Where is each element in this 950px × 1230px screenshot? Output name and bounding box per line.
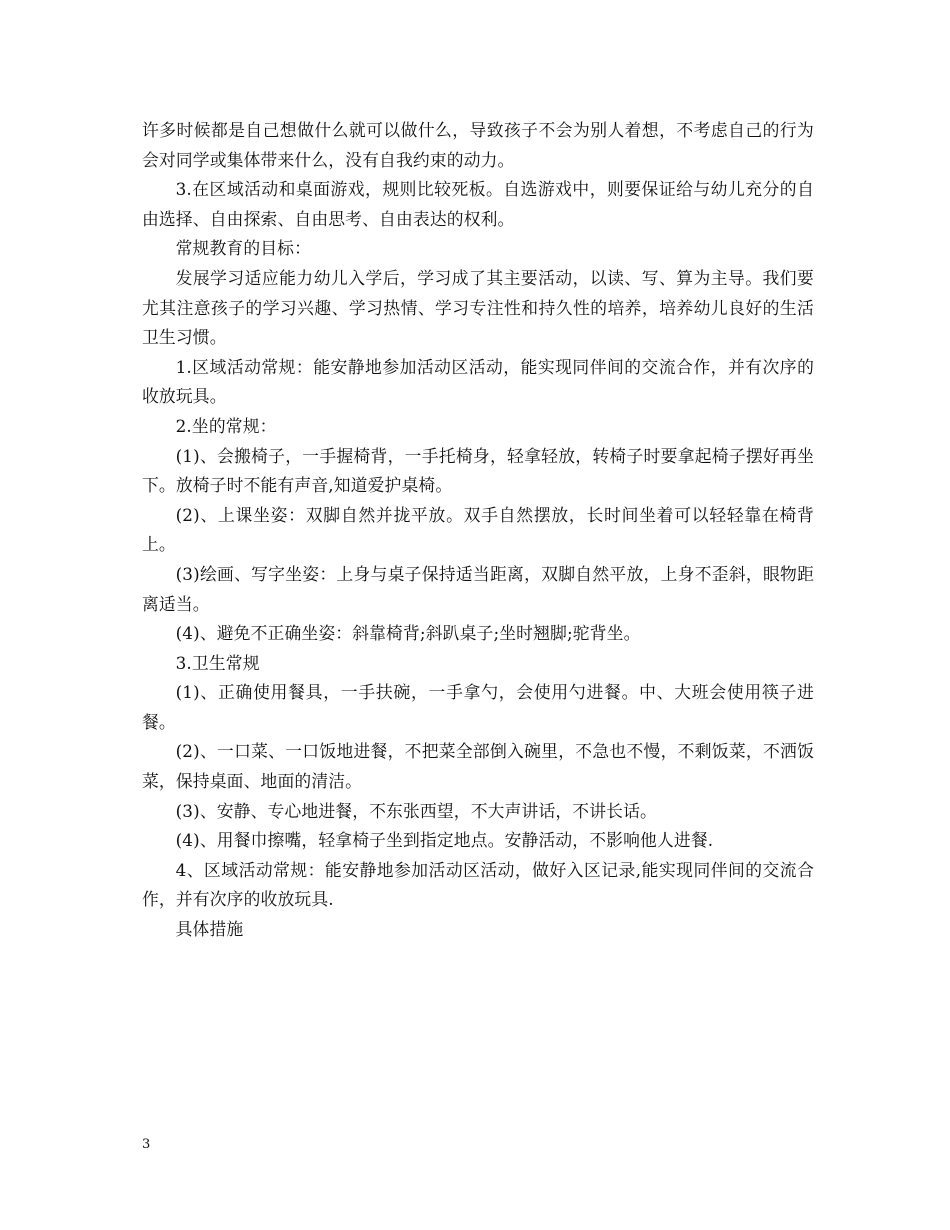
page-number: 3 (142, 1137, 151, 1152)
paragraph-17: 具体措施 (175, 919, 244, 940)
paragraph-5: 1.区域活动常规：能安静地参加活动区活动，能实现同伴间的交流合作，并有次序的收放玩具。 (142, 356, 814, 407)
paragraph-8: (2)、上课坐姿：双脚自然并拢平放。双手自然摆放，长时间坐着可以轻轻靠在椅背上。 (142, 504, 814, 555)
paragraph-14: (3)、安静、专心地进餐，不东张西望，不大声讲话，不讲长话。 (175, 800, 657, 821)
paragraph-6: 2.坐的常规： (175, 415, 277, 436)
paragraph-7: (1)、会搬椅子，一手握椅背，一手托椅身，轻拿轻放，转椅子时要拿起椅子摆好再坐下。放椅子时不能有声音,知道爱护桌椅。 (142, 445, 814, 496)
paragraph-2: 3.在区域活动和桌面游戏，规则比较死板。自选游戏中，则要保证给与幼儿充分的自由选择、自由探索、自由思考、自由表达的权利。 (142, 179, 814, 229)
paragraph-15: (4)、用餐巾擦嘴，轻拿椅子坐到指定地点。安静活动，不影响他人进餐. (175, 830, 714, 851)
paragraph-16: 4、区域活动常规：能安静地参加活动区活动，做好入区记录,能实现同伴间的交流合作，并有次序的收放玩具. (142, 859, 814, 910)
paragraph-11: 3.卫生常规 (175, 652, 260, 673)
paragraph-12: (1)、正确使用餐具，一手扶碗，一手拿勺，会使用勺进餐。中、大班会使用筷子进餐。 (142, 682, 814, 732)
paragraph-1: 许多时候都是自己想做什么就可以做什么，导致孩子不会为别人着想，不考虑自己的行为会对同学或集体带来什么，没有自我约束的动力。 (142, 120, 814, 170)
paragraph-4: 发展学习适应能力幼儿入学后，学习成了其主要活动，以读、写、算为主导。我们要尤其注意孩子的学习兴趣、学习热情、学习专注性和持久性的培养，培养幼儿良好的生活卫生习惯。 (142, 267, 814, 348)
paragraph-9: (3)绘画、写字坐姿：上身与桌子保持适当距离，双脚自然平放，上身不歪斜，眼物距离适当。 (142, 563, 814, 614)
paragraph-10: (4)、避免不正确坐姿：斜靠椅背;斜趴桌子;坐时翘脚;驼背坐。 (175, 623, 641, 644)
body-text (142, 116, 814, 945)
paragraph-3: 常规教育的目标： (175, 238, 312, 259)
paragraph-13: (2)、一口菜、一口饭地进餐，不把菜全部倒入碗里，不急也不慢，不剩饭菜，不洒饭菜，保持桌面、地面的清洁。 (142, 741, 814, 792)
